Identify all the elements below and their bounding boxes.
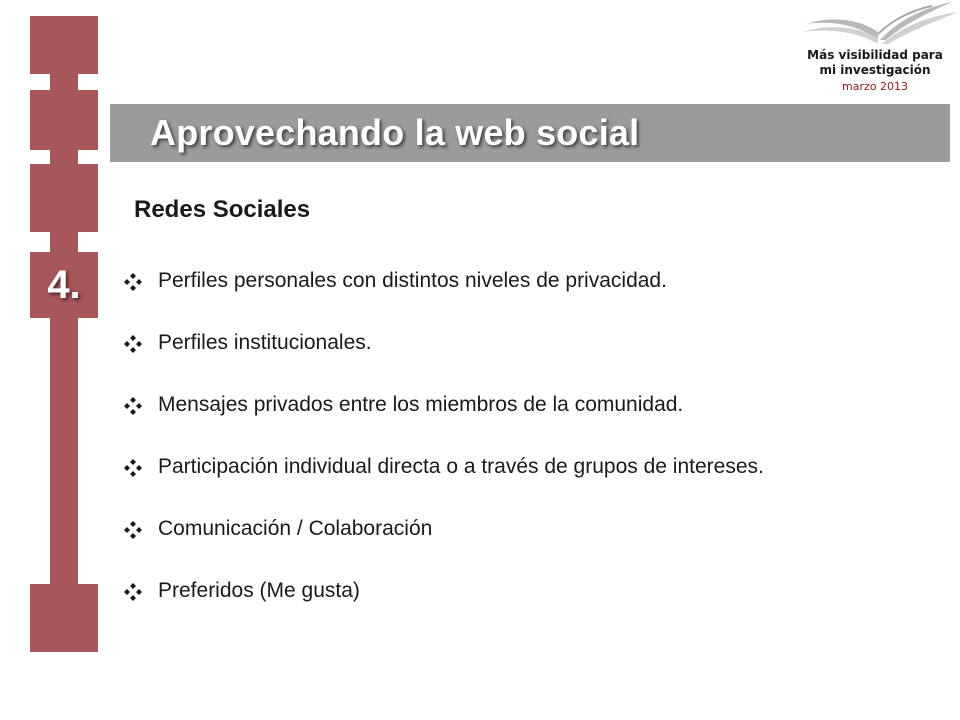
bullet-text: Perfiles institucionales. <box>158 331 372 354</box>
four-diamond-icon <box>124 459 142 477</box>
bullet-text: Comunicación / Colaboración <box>158 517 433 540</box>
bar-block <box>30 164 98 232</box>
slide-title: Aprovechando la web social <box>150 112 640 153</box>
bullet-text: Preferidos (Me gusta) <box>158 579 360 602</box>
bar-stem <box>50 150 78 164</box>
four-diamond-icon <box>124 583 142 601</box>
bullet-item <box>122 328 842 358</box>
four-diamond-icon <box>124 521 142 539</box>
bar-stem <box>50 318 78 584</box>
bar-block <box>30 584 98 652</box>
logo-date: marzo 2013 <box>842 80 908 93</box>
logo-line-2: mi investigación <box>819 63 931 77</box>
bullet-item <box>122 514 842 544</box>
bullet-item <box>122 266 842 296</box>
bar-block <box>30 16 98 74</box>
section-number: 4. <box>30 252 98 318</box>
bullet-item <box>122 390 842 420</box>
bullet-text: Mensajes privados entre los miembros de la comunidad. <box>158 393 684 416</box>
left-decorative-bar <box>30 0 98 720</box>
four-diamond-icon <box>124 335 142 353</box>
bullet-list <box>122 266 842 638</box>
bullet-text: Participación individual directa o a través de grupos de intereses. <box>158 455 764 478</box>
bar-stem <box>50 232 78 252</box>
bar-block <box>30 90 98 150</box>
four-diamond-icon <box>124 397 142 415</box>
slide-subtitle: Redes Sociales <box>134 196 311 223</box>
bullet-item <box>122 452 838 482</box>
bullet-text: Perfiles personales con distintos niveles de privacidad. <box>158 269 667 292</box>
bar-stem <box>50 74 78 90</box>
bullet-item <box>122 576 842 606</box>
open-book-icon <box>800 0 960 48</box>
four-diamond-icon <box>124 273 142 291</box>
logo-line-1: Más visibilidad para <box>807 48 943 62</box>
logo <box>790 0 960 100</box>
